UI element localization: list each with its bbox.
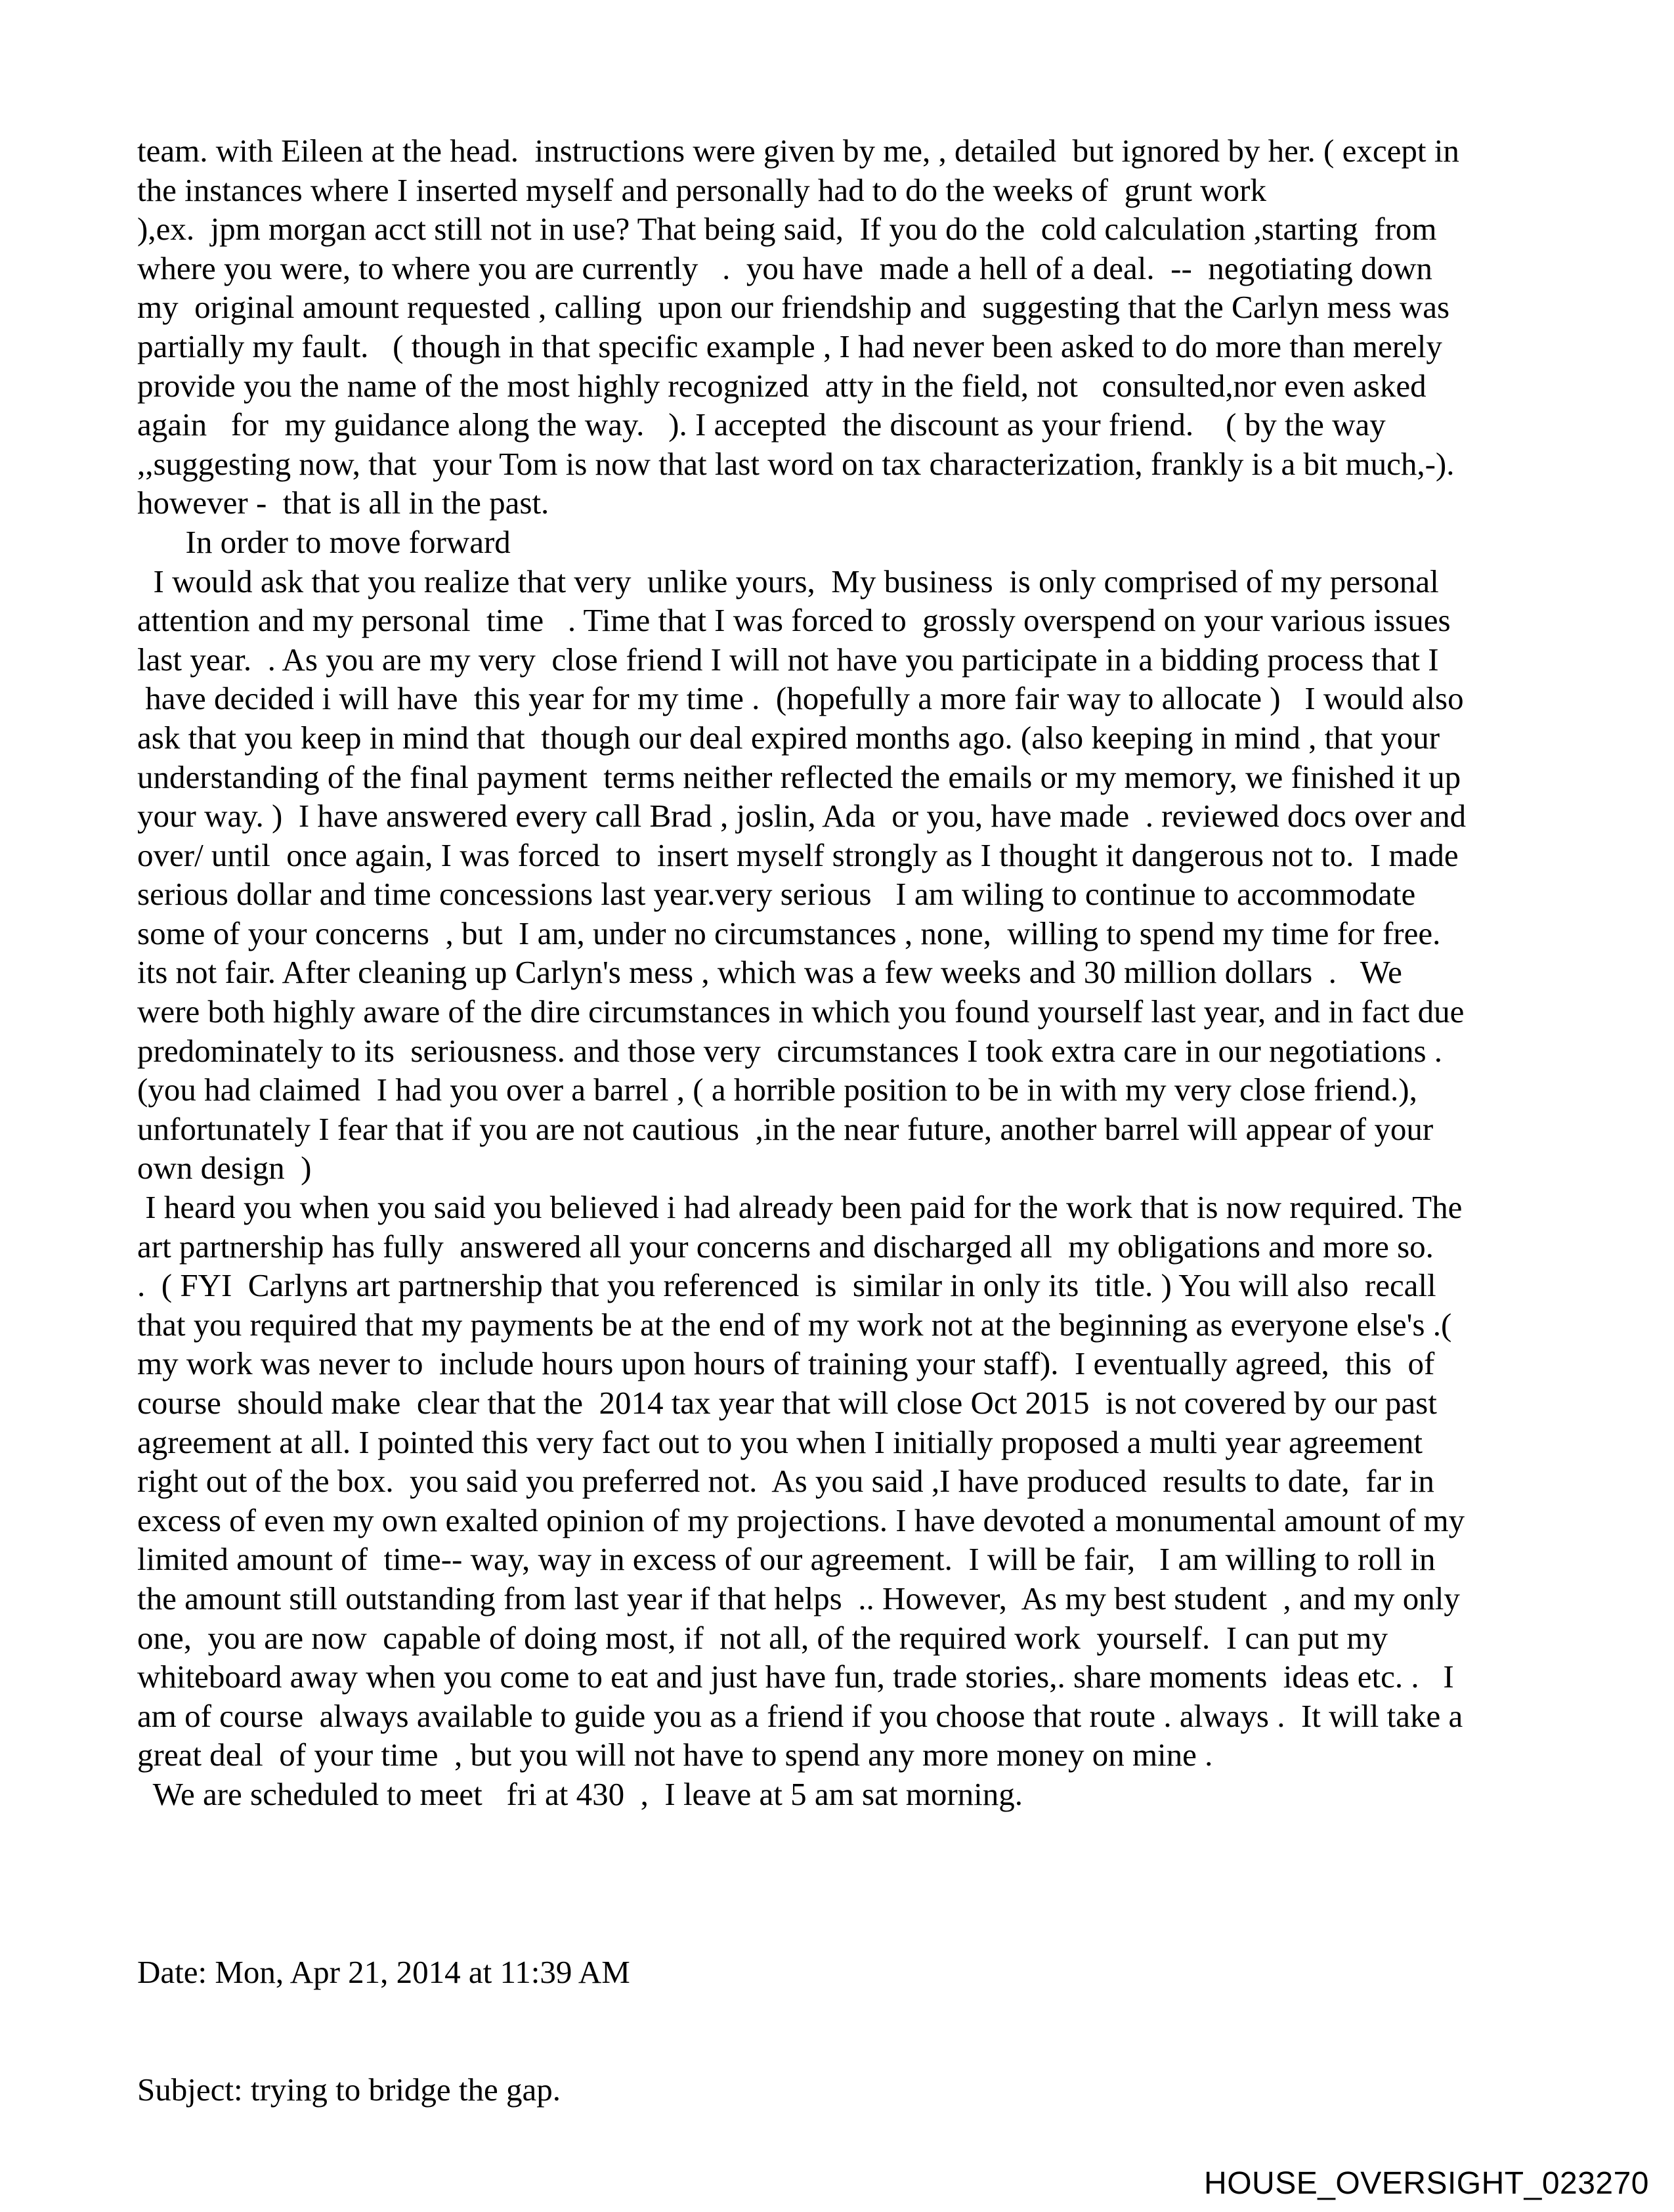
bates-number: HOUSE_OVERSIGHT_023270 xyxy=(1204,2166,1649,2201)
email-body xyxy=(137,131,1581,1814)
body-line: that you required that my payments be at the end of my work not at the beginning as everyone else's .( xyxy=(137,1306,1452,1343)
body-line: art partnership has fully answered all your concerns and discharged all my obligations and more so. xyxy=(137,1228,1434,1265)
body-line: its not fair. After cleaning up Carlyn's mess , which was a few weeks and 30 million dollars . We xyxy=(137,954,1402,991)
body-line: (you had claimed I had you over a barrel , ( a horrible position to be in with my very close friend.), xyxy=(137,1072,1417,1108)
body-line: course should make clear that the 2014 tax year that will close Oct 2015 is not covered by our past xyxy=(137,1385,1437,1421)
body-line: were both highly aware of the dire circumstances in which you found yourself last year, and in fact due xyxy=(137,993,1465,1030)
body-line: my work was never to include hours upon hours of training your staff). I eventually agreed, this of xyxy=(137,1345,1435,1382)
body-line: predominately to its seriousness. and those very circumstances I took extra care in our negotiations . xyxy=(137,1032,1443,1069)
body-line: great deal of your time , but you will not have to spend any more money on mine . xyxy=(137,1737,1213,1773)
body-line: partially my fault. ( though in that specific example , I had never been asked to do more than merely xyxy=(137,328,1442,364)
body-line: where you were, to where you are currently . you have made a hell of a deal. -- negotiating down xyxy=(137,249,1432,286)
body-line: some of your concerns , but I am, under no circumstances , none, willing to spend my time for free. xyxy=(137,915,1441,951)
body-line: over/ until once again, I was forced to insert myself strongly as I thought it dangerous not to. I made xyxy=(137,836,1459,873)
body-line: We are scheduled to meet fri at 430 , I leave at 5 am sat morning. xyxy=(137,1775,1023,1812)
body-line: understanding of the final payment terms neither reflected the emails or my memory, we finished it up xyxy=(137,758,1461,795)
body-line: last year. . As you are my very close friend I will not have you participate in a bidding process that I xyxy=(137,641,1439,678)
body-line: I would ask that you realize that very unlike yours, My business is only comprised of my personal xyxy=(137,563,1439,599)
body-line: whiteboard away when you come to eat and just have fun, trade stories,. share moments ideas etc. . I xyxy=(137,1659,1454,1695)
body-line: am of course always available to guide you as a friend if you choose that route . always . It will take a xyxy=(137,1697,1463,1734)
body-line: agreement at all. I pointed this very fact out to you when I initially proposed a multi year agreement xyxy=(137,1423,1423,1460)
body-line: ask that you keep in mind that though our deal expired months ago. (also keeping in mind , that your xyxy=(137,719,1440,756)
body-line: own design ) xyxy=(137,1150,312,1186)
body-line: right out of the box. you said you preferred not. As you said ,I have produced results to date, far in xyxy=(137,1463,1434,1500)
body-line: limited amount of time-- way, way in excess of our agreement. I will be fair, I am willing to roll in xyxy=(137,1541,1436,1578)
body-line: your way. ) I have answered every call Brad , joslin, Ada or you, have made . reviewed docs over and xyxy=(137,798,1467,835)
body-line: ),ex. jpm morgan acct still not in use? That being said, If you do the cold calculation ,starting from xyxy=(137,211,1437,248)
body-line: attention and my personal time . Time that I was forced to grossly overspend on your various issues xyxy=(137,602,1451,639)
body-line: the amount still outstanding from last year if that helps .. However, As my best student , and my only xyxy=(137,1580,1460,1616)
body-line: one, you are now capable of doing most, if not all, of the required work yourself. I can put my xyxy=(137,1619,1388,1656)
email-date: Date: Mon, Apr 21, 2014 at 11:39 AM xyxy=(137,1954,630,1991)
email-subject: Subject: trying to bridge the gap. xyxy=(137,2071,561,2108)
body-line: serious dollar and time concessions last year.very serious I am wiling to continue to accommodate xyxy=(137,876,1416,913)
body-line: have decided i will have this year for my time . (hopefully a more fair way to allocate ) I would also xyxy=(137,680,1464,717)
body-line: provide you the name of the most highly recognized atty in the field, not consulted,nor even asked xyxy=(137,367,1427,404)
body-line: excess of even my own exalted opinion of my projections. I have devoted a monumental amount of my xyxy=(137,1502,1465,1538)
body-line: however - that is all in the past. xyxy=(137,485,549,521)
body-line: again for my guidance along the way. ). I accepted the discount as your friend. ( by the way xyxy=(137,406,1386,443)
body-line: ,,suggesting now, that your Tom is now that last word on tax characterization, frankly is a bit much,-). xyxy=(137,445,1455,482)
body-line: In order to move forward xyxy=(137,523,511,560)
body-line: the instances where I inserted myself and personally had to do the weeks of grunt work xyxy=(137,171,1266,208)
body-line: unfortunately I fear that if you are not cautious ,in the near future, another barrel will appear of your xyxy=(137,1110,1434,1147)
email-header xyxy=(137,1875,630,2188)
body-line: . ( FYI Carlyns art partnership that you referenced is similar in only its title. ) You will also recall xyxy=(137,1267,1436,1304)
body-line: I heard you when you said you believed i had already been paid for the work that is now required. The xyxy=(137,1189,1463,1226)
body-line: my original amount requested , calling upon our friendship and suggesting that the Carlyn mess was xyxy=(137,289,1450,326)
body-line: team. with Eileen at the head. instructions were given by me, , detailed but ignored by her. ( except in xyxy=(137,133,1459,169)
